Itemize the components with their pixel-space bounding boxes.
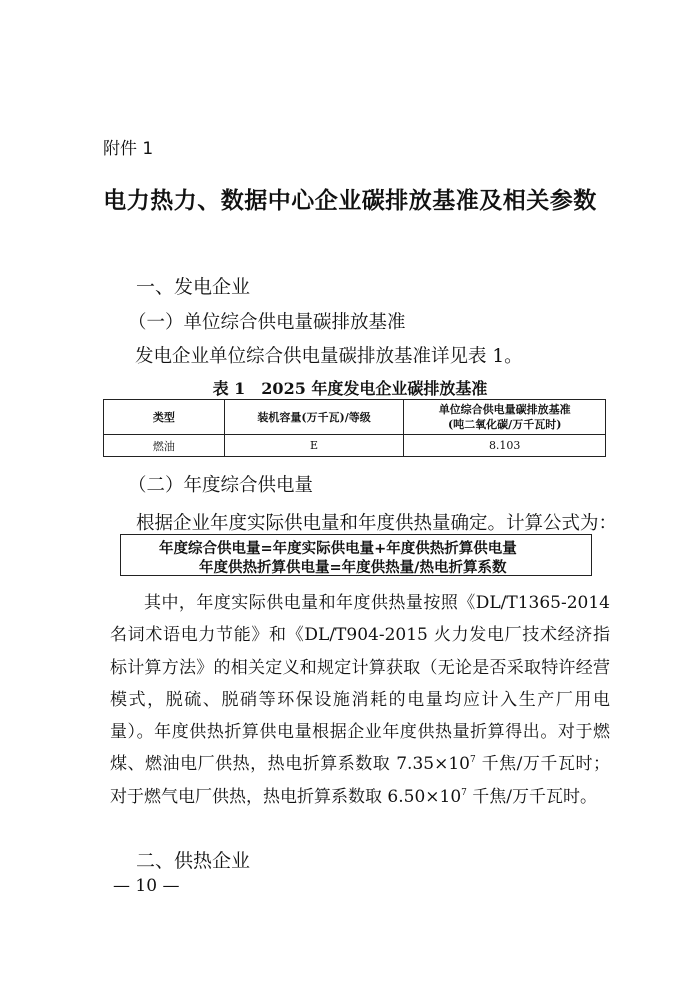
header-baseline-line2: (吨二氧化碳/万千瓦时) — [447, 418, 562, 431]
page-number: — 10 — — [113, 876, 180, 896]
formula-intro-text: 根据企业年度实际供电量和年度供热量确定。计算公式为： — [136, 513, 618, 534]
cell-capacity: E — [224, 435, 404, 457]
exponent-coal: 7 — [469, 755, 476, 766]
document-title: 电力热力、数据中心企业碳排放基准及相关参数 — [103, 188, 597, 214]
subsection-heading-emission-baseline: （一）单位综合供电量碳排放基准 — [128, 312, 406, 333]
section-heading-heating: 二、供热企业 — [136, 850, 251, 872]
formula-line-1: 年度综合供电量=年度实际供电量+年度供热折算供电量 — [159, 541, 517, 557]
header-baseline — [404, 400, 606, 435]
header-capacity: 装机容量(万千瓦)/等级 — [224, 400, 404, 435]
cell-type: 燃油 — [104, 435, 225, 457]
body-text-part1: 其中，年度实际供电量和年度供热量按照《DL/T1365-2014 名词术语电力节能》和《DL/T904-2015 火力发电厂技术经济指标计算方法》的相关定义和规定计算获取（无论是否采取特许经营模式，脱硫、脱硝等环保设施消耗的电量均应计入生产厂用电量）。年度供热折算供电量根据企业年度供热量折算得出。对于燃煤、燃油电厂供热，热电折算系数取 7.35×10 — [110, 593, 610, 775]
subsection-heading-annual-supply: （二）年度综合供电量 — [128, 475, 314, 496]
section-heading-power: 一、发电企业 — [136, 276, 251, 298]
formula-box — [120, 534, 592, 576]
body-text-part2: 千焦/万千瓦时；对于燃气电厂供热，热电折算系数取 6.50×10 — [110, 754, 610, 807]
table-header-row — [104, 400, 606, 435]
cell-baseline: 8.103 — [404, 435, 606, 457]
calculation-explanation — [110, 587, 610, 813]
formula-line-2: 年度供热折算供电量=年度供热量/热电折算系数 — [199, 560, 507, 576]
exponent-gas: 7 — [461, 787, 467, 798]
baseline-intro-text: 发电企业单位综合供电量碳排放基准详见表 1。 — [135, 346, 523, 367]
attachment-label: 附件 1 — [103, 139, 154, 159]
header-type: 类型 — [104, 400, 225, 435]
table-title: 表 1 2025 年度发电企业碳排放基准 — [212, 379, 488, 398]
baseline-table — [103, 399, 606, 457]
table-row — [104, 435, 606, 457]
body-text-part3: 千焦/万千瓦时。 — [466, 786, 598, 807]
header-baseline-line1: 单位综合供电量碳排放基准 — [438, 403, 571, 416]
